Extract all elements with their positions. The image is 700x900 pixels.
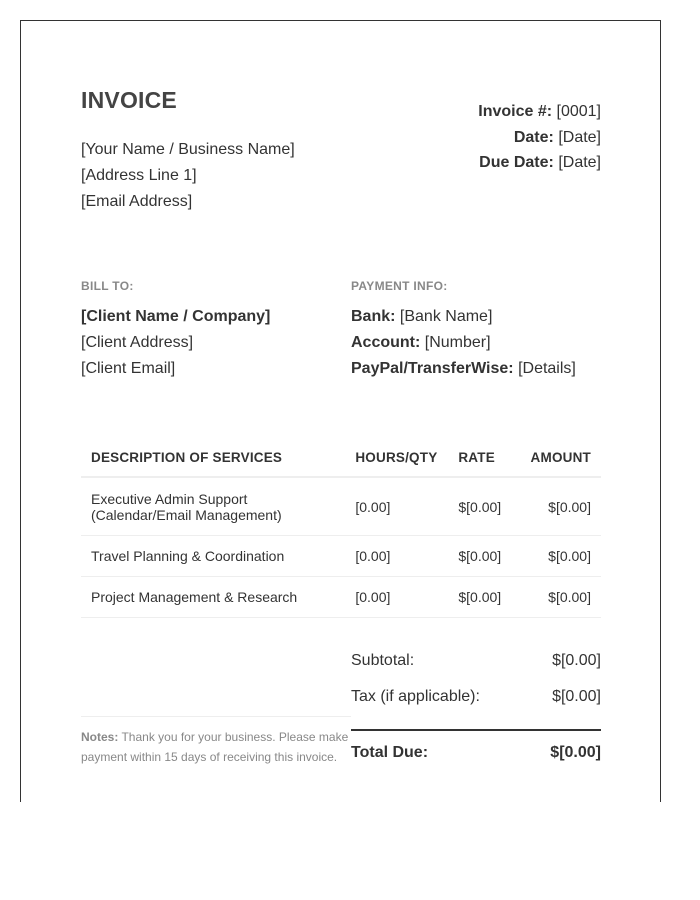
service-description xyxy=(81,477,355,536)
account-value: [Number] xyxy=(424,334,491,351)
sender-block xyxy=(81,137,295,215)
table-header-row xyxy=(81,438,601,477)
subtotal-label: Subtotal: xyxy=(351,652,415,669)
sender-email: [Email Address] xyxy=(81,193,193,210)
notes-divider xyxy=(81,716,351,717)
invoice-sheet xyxy=(20,20,661,802)
header-description: DESCRIPTION OF SERVICES xyxy=(81,438,355,477)
service-rate: $[0.00] xyxy=(458,477,519,536)
due-date-label: Due Date: xyxy=(479,154,554,171)
header-rate: RATE xyxy=(458,438,519,477)
service-amount: $[0.00] xyxy=(520,577,602,618)
notes-label: Notes: xyxy=(81,730,119,744)
tax-label: Tax (if applicable): xyxy=(351,688,480,705)
invoice-number-row xyxy=(478,99,601,125)
account-label: Account: xyxy=(351,334,421,351)
invoice-date-label: Date: xyxy=(513,128,554,146)
header-amount: AMOUNT xyxy=(520,438,602,477)
bank-label: Bank: xyxy=(351,308,396,325)
table-row xyxy=(81,477,601,536)
service-description-line: (Calendar/Email Management) xyxy=(91,506,282,523)
total-due-value: $[0.00] xyxy=(550,744,601,761)
service-qty: [0.00] xyxy=(355,536,458,577)
table-row xyxy=(81,577,601,618)
service-rate: $[0.00] xyxy=(458,577,519,618)
service-rate: $[0.00] xyxy=(458,536,519,577)
subtotal-value: $[0.00] xyxy=(552,652,601,669)
account-row xyxy=(351,330,576,356)
tax-value: $[0.00] xyxy=(552,688,601,705)
tax-row xyxy=(351,679,601,715)
due-date-row xyxy=(478,150,601,176)
service-description: Travel Planning & Coordination xyxy=(81,536,355,577)
bank-value: [Bank Name] xyxy=(399,308,493,325)
table-row xyxy=(81,536,601,577)
payment-info-block xyxy=(351,279,576,382)
client-address: [Client Address] xyxy=(81,334,194,351)
bill-to-block xyxy=(81,279,270,382)
transfer-row xyxy=(351,356,576,382)
sender-address: [Address Line 1] xyxy=(81,167,197,184)
service-qty: [0.00] xyxy=(355,577,458,618)
services-table xyxy=(81,438,601,618)
notes-block xyxy=(81,728,356,767)
notes-text: Thank you for your business. Please make payment within 15 days of receiving this invoice. xyxy=(81,730,349,764)
service-description: Project Management & Research xyxy=(81,577,355,618)
service-qty: [0.00] xyxy=(355,477,458,536)
client-name: [Client Name / Company] xyxy=(81,308,271,325)
bank-row xyxy=(351,304,576,330)
subtotal-row xyxy=(351,643,601,679)
totals-block xyxy=(351,643,601,775)
invoice-number-value: [0001] xyxy=(556,103,601,120)
service-description-line: Executive Admin Support xyxy=(91,490,248,507)
header-qty: HOURS/QTY xyxy=(355,438,458,477)
bill-to-label: BILL TO: xyxy=(81,279,134,293)
total-due-label: Total Due: xyxy=(351,744,429,761)
transfer-value: [Details] xyxy=(518,360,576,377)
invoice-date-value: [Date] xyxy=(558,128,601,146)
total-due-row xyxy=(351,731,601,775)
due-date-value: [Date] xyxy=(558,154,601,171)
service-amount: $[0.00] xyxy=(520,477,602,536)
sender-name: [Your Name / Business Name] xyxy=(81,141,295,158)
transfer-label: PayPal/TransferWise: xyxy=(351,360,514,377)
service-amount: $[0.00] xyxy=(520,536,602,577)
invoice-date-row xyxy=(478,125,601,151)
invoice-title: INVOICE xyxy=(81,87,177,113)
invoice-number-label: Invoice #: xyxy=(478,103,553,120)
payment-info-label: PAYMENT INFO: xyxy=(351,279,448,293)
invoice-meta xyxy=(478,99,601,176)
client-email: [Client Email] xyxy=(81,360,176,377)
